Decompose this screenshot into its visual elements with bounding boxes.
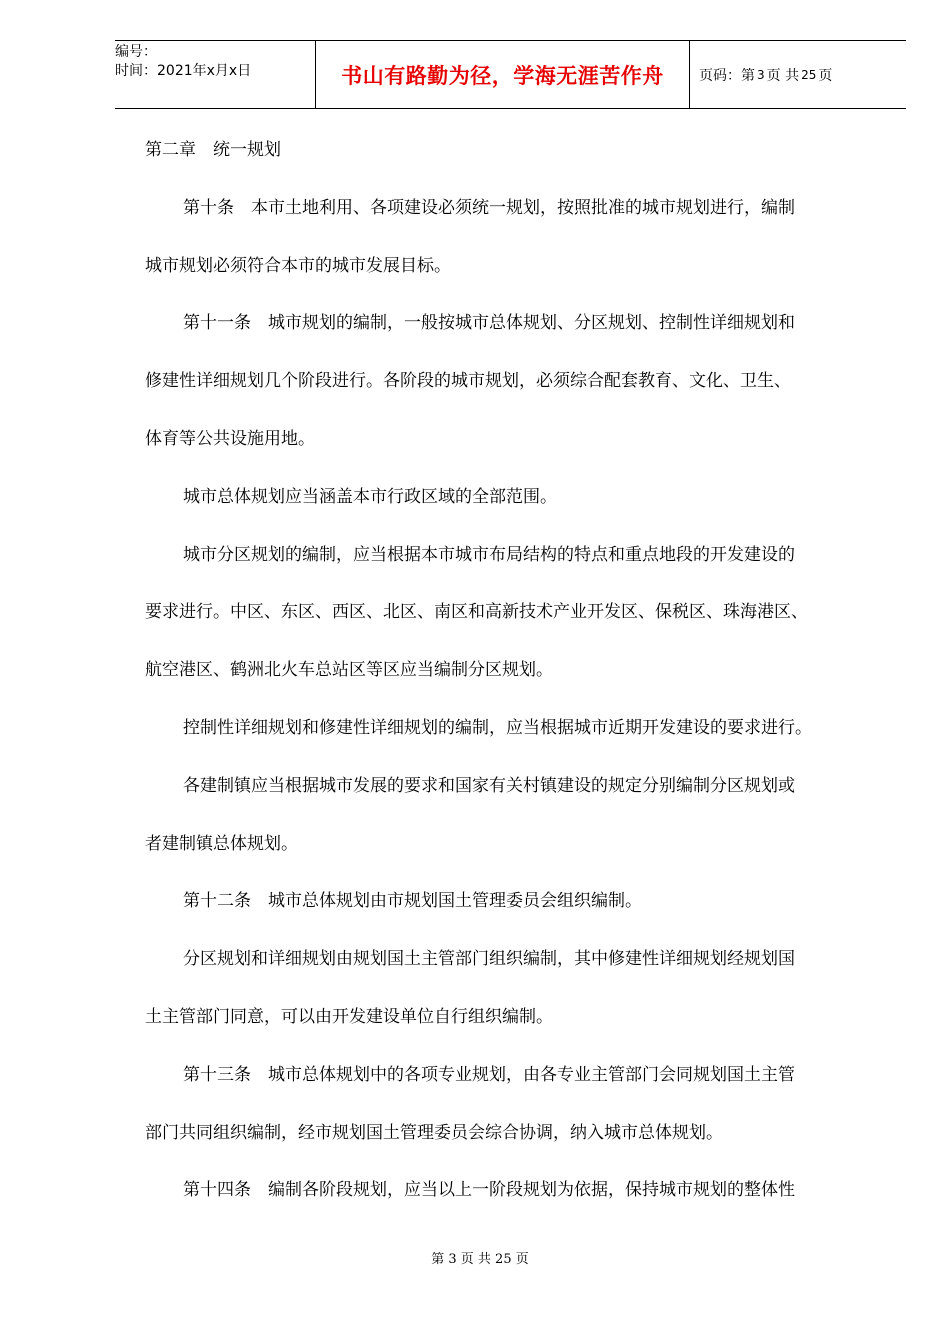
text-line: 航空港区、鹤洲北火车总站区等区应当编制分区规划。 [145, 660, 553, 681]
text-line: 体育等公共设施用地。 [145, 428, 315, 449]
text-line: 控制性详细规划和修建性详细规划的编制，应当根据城市近期开发建设的要求进行。 [183, 717, 812, 738]
page-total: 25 [801, 67, 817, 82]
chapter-heading: 第二章 统一规划 [145, 140, 281, 160]
document-body [145, 122, 885, 1220]
header-page-info [690, 41, 906, 108]
page-mid: 页 共 [766, 67, 800, 84]
text-line: 第十三条 城市总体规划中的各项专业规划，由各专业主管部门会同规划国土主管 [183, 1064, 795, 1085]
page-end: 页 [818, 67, 833, 84]
text-line: 各建制镇应当根据城市发展的要求和国家有关村镇建设的规定分别编制分区规划或 [183, 775, 795, 796]
text-line: 第十四条 编制各阶段规划，应当以上一阶段规划为依据，保持城市规划的整体性 [183, 1180, 795, 1201]
text-line: 部门共同组织编制，经市规划国土管理委员会综合协调，纳入城市总体规划。 [145, 1122, 723, 1143]
header-motto: 书山有路勤为径，学海无涯苦作舟 [316, 41, 690, 108]
text-line: 第十二条 城市总体规划由市规划国土管理委员会组织编制。 [183, 891, 642, 912]
text-line: 要求进行。中区、东区、西区、北区、南区和高新技术产业开发区、保税区、珠海港区、 [145, 602, 808, 623]
text-line: 分区规划和详细规划由规划国土主管部门组织编制，其中修建性详细规划经规划国 [183, 949, 795, 970]
header-meta [115, 41, 316, 108]
text-line: 者建制镇总体规划。 [145, 833, 298, 854]
text-line: 土主管部门同意，可以由开发建设单位自行组织编制。 [145, 1006, 553, 1027]
page-current: 3 [757, 67, 765, 82]
text-line: 城市总体规划应当涵盖本市行政区域的全部范围。 [183, 486, 557, 507]
page-label: 页码：第 [699, 67, 755, 84]
text-line: 修建性详细规划几个阶段进行。各阶段的城市规划，必须综合配套教育、文化、卫生、 [145, 371, 791, 392]
text-line: 第十一条 城市规划的编制，一般按城市总体规划、分区规划、控制性详细规划和 [183, 313, 795, 334]
document-number-label: 编号： [115, 44, 157, 60]
text-line: 城市分区规划的编制，应当根据本市城市布局结构的特点和重点地段的开发建设的 [183, 544, 795, 565]
page-footer: 第 3 页 共 25 页 [431, 1252, 529, 1267]
text-line: 城市规划必须符合本市的城市发展目标。 [145, 255, 451, 276]
document-time-label: 时间：2021年x月x日 [115, 63, 252, 79]
page-header [115, 40, 906, 109]
text-line: 第十条 本市土地利用、各项建设必须统一规划，按照批准的城市规划进行，编制 [183, 197, 795, 218]
